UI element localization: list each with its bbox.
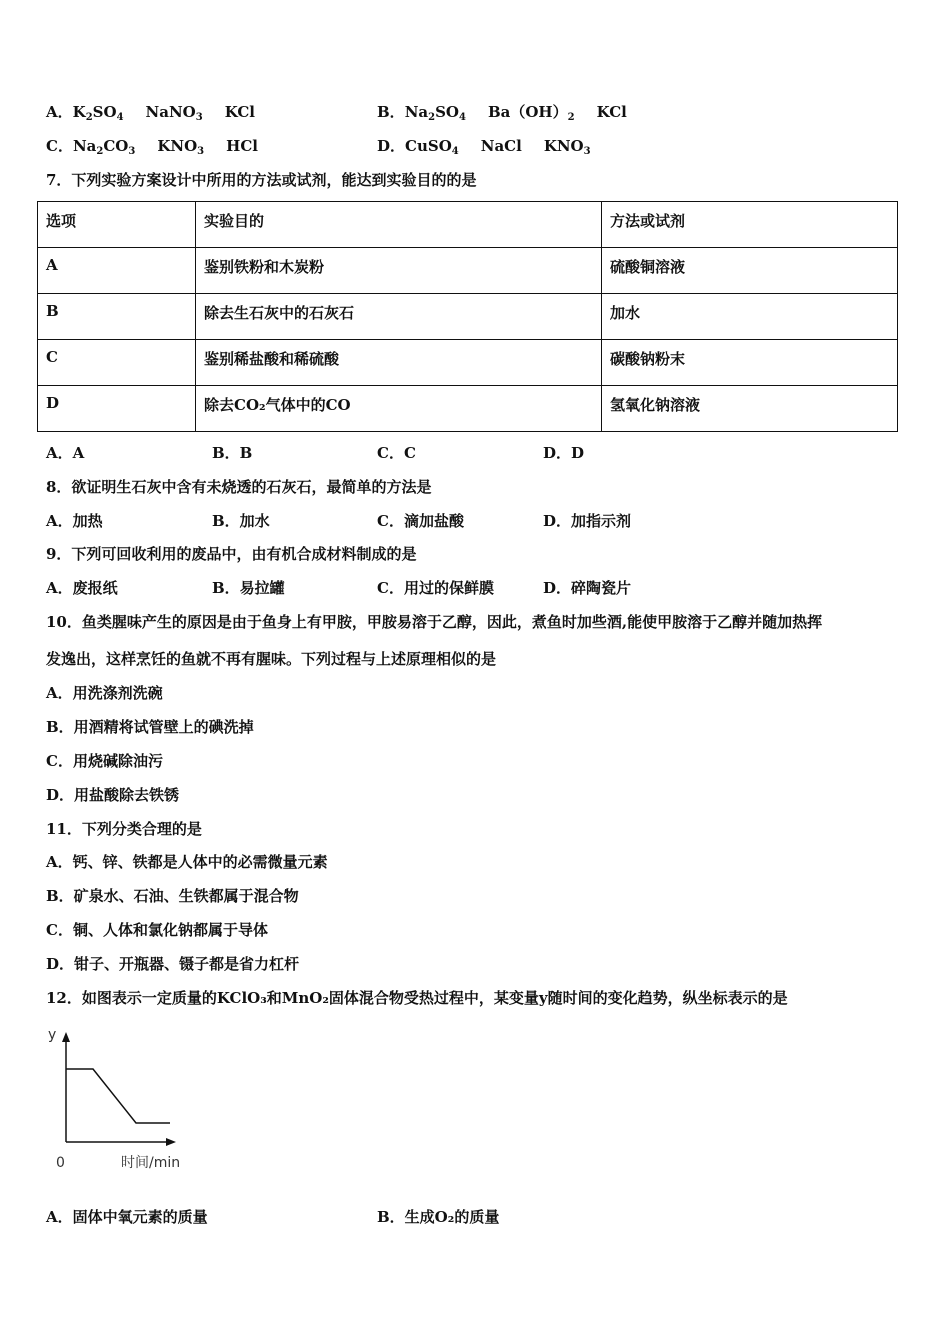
chemical-formula: NaCl — [480, 137, 522, 155]
q8-option-d: D．加指示剂 — [543, 512, 632, 530]
graph-x-label: 时间/min — [121, 1155, 181, 1171]
q6-option-b — [377, 102, 627, 122]
q12-option-a: A．固体中氧元素的质量 — [46, 1208, 208, 1226]
graph-y-arrow — [62, 1032, 70, 1042]
q9-option-a: A．废报纸 — [46, 579, 118, 597]
chemical-formula: $Na_2SO_4$ — [404, 103, 466, 123]
q9-option-d: D．碎陶瓷片 — [543, 579, 632, 597]
chemical-formula: $Ba(OH)_2$ — [487, 103, 575, 123]
table-cell: 硫酸铜溶液 — [602, 248, 898, 294]
option-label: A． — [46, 103, 73, 121]
q10-option-a: A．用洗涤剂洗碗 — [46, 684, 163, 702]
header-cell: 实验目的 — [196, 202, 602, 248]
table-cell: D — [38, 386, 196, 432]
q6-option-c — [46, 136, 258, 156]
graph-y-label: y — [48, 1027, 57, 1043]
table-cell: 加水 — [602, 294, 898, 340]
table-row — [38, 340, 898, 386]
table-cell: 鉴别铁粉和木炭粉 — [196, 248, 602, 294]
option-label: C． — [46, 137, 73, 155]
q11-option-c: C．铜、人体和氯化钠都属于导体 — [46, 921, 268, 939]
q7-option-a: A．A — [46, 444, 85, 462]
graph-origin-label: 0 — [56, 1155, 65, 1171]
graph-curve — [66, 1069, 170, 1123]
chemical-formula: $Na_2CO_3$ — [72, 137, 136, 157]
table-row — [38, 386, 898, 432]
q12-option-b: B．生成O₂的质量 — [377, 1208, 500, 1226]
table-cell: 除去CO₂气体中的CO — [196, 386, 602, 432]
chemical-formula: KCl — [224, 103, 255, 121]
q6-option-d — [377, 136, 591, 156]
q8-option-a: A．加热 — [46, 512, 103, 530]
q10-option-c: C．用烧碱除油污 — [46, 752, 163, 770]
q9-option-c: C．用过的保鲜膜 — [377, 579, 494, 597]
q6-option-a — [46, 102, 255, 122]
table-row — [38, 248, 898, 294]
option-label: D． — [377, 137, 406, 155]
q12-stem: 12．如图表示一定质量的KClO₃和MnO₂固体混合物受热过程中，某变量y随时间的变化趋势，纵坐标表示的是 — [46, 989, 788, 1007]
table-cell: 氢氧化钠溶液 — [602, 386, 898, 432]
table-cell: B — [38, 294, 196, 340]
table-header-row — [38, 202, 898, 248]
chemical-formula: KCl — [596, 103, 627, 121]
table-cell: 除去生石灰中的石灰石 — [196, 294, 602, 340]
q9-stem: 9．下列可回收利用的废品中，由有机合成材料制成的是 — [46, 545, 417, 563]
q11-option-b: B．矿泉水、石油、生铁都属于混合物 — [46, 887, 299, 905]
chemical-formula: $KNO_3$ — [543, 137, 591, 157]
q7-stem: 7．下列实验方案设计中所用的方法或试剂，能达到实验目的的是 — [46, 171, 477, 189]
option-label: B． — [377, 103, 405, 121]
header-cell: 选项 — [38, 202, 196, 248]
graph-x-arrow — [166, 1138, 176, 1146]
table-cell: 鉴别稀盐酸和稀硫酸 — [196, 340, 602, 386]
q8-option-c: C．滴加盐酸 — [377, 512, 464, 530]
q7-option-b: B．B — [212, 444, 253, 462]
chemical-formula: $KNO_3$ — [157, 137, 205, 157]
q10-option-b: B．用酒精将试管壁上的碘洗掉 — [46, 718, 254, 736]
q12-graph — [40, 1022, 200, 1177]
table-row — [38, 294, 898, 340]
chemical-formula: NaNO$_3$ — [145, 103, 203, 123]
q11-option-d: D．钳子、开瓶器、镊子都是省力杠杆 — [46, 955, 300, 973]
chemical-formula: HCl — [226, 137, 258, 155]
q11-stem: 11．下列分类合理的是 — [46, 820, 202, 838]
chemical-formula: CuSO$_4$ — [405, 137, 459, 157]
q8-stem: 8．欲证明生石灰中含有未烧透的石灰石，最简单的方法是 — [46, 478, 432, 496]
q8-option-b: B．加水 — [212, 512, 270, 530]
q11-option-a: A．钙、锌、铁都是人体中的必需微量元素 — [46, 853, 328, 871]
header-cell: 方法或试剂 — [602, 202, 898, 248]
q10-option-d: D．用盐酸除去铁锈 — [46, 786, 180, 804]
q7-table — [37, 201, 898, 432]
q10-stem-line1: 10．鱼类腥味产生的原因是由于鱼身上有甲胺，甲胺易溶于乙醇，因此，煮鱼时加些酒,能使甲胺溶于乙醇并随加热挥 — [46, 613, 823, 631]
chemical-formula: $K_2SO_4$ — [72, 103, 124, 123]
q9-option-b: B．易拉罐 — [212, 579, 285, 597]
q7-option-d: D．D — [543, 444, 585, 462]
table-cell: C — [38, 340, 196, 386]
q7-option-c: C．C — [377, 444, 416, 462]
table-cell: A — [38, 248, 196, 294]
q10-stem-line2: 发逸出，这样烹饪的鱼就不再有腥味。下列过程与上述原理相似的是 — [46, 650, 497, 668]
table-cell: 碳酸钠粉末 — [602, 340, 898, 386]
